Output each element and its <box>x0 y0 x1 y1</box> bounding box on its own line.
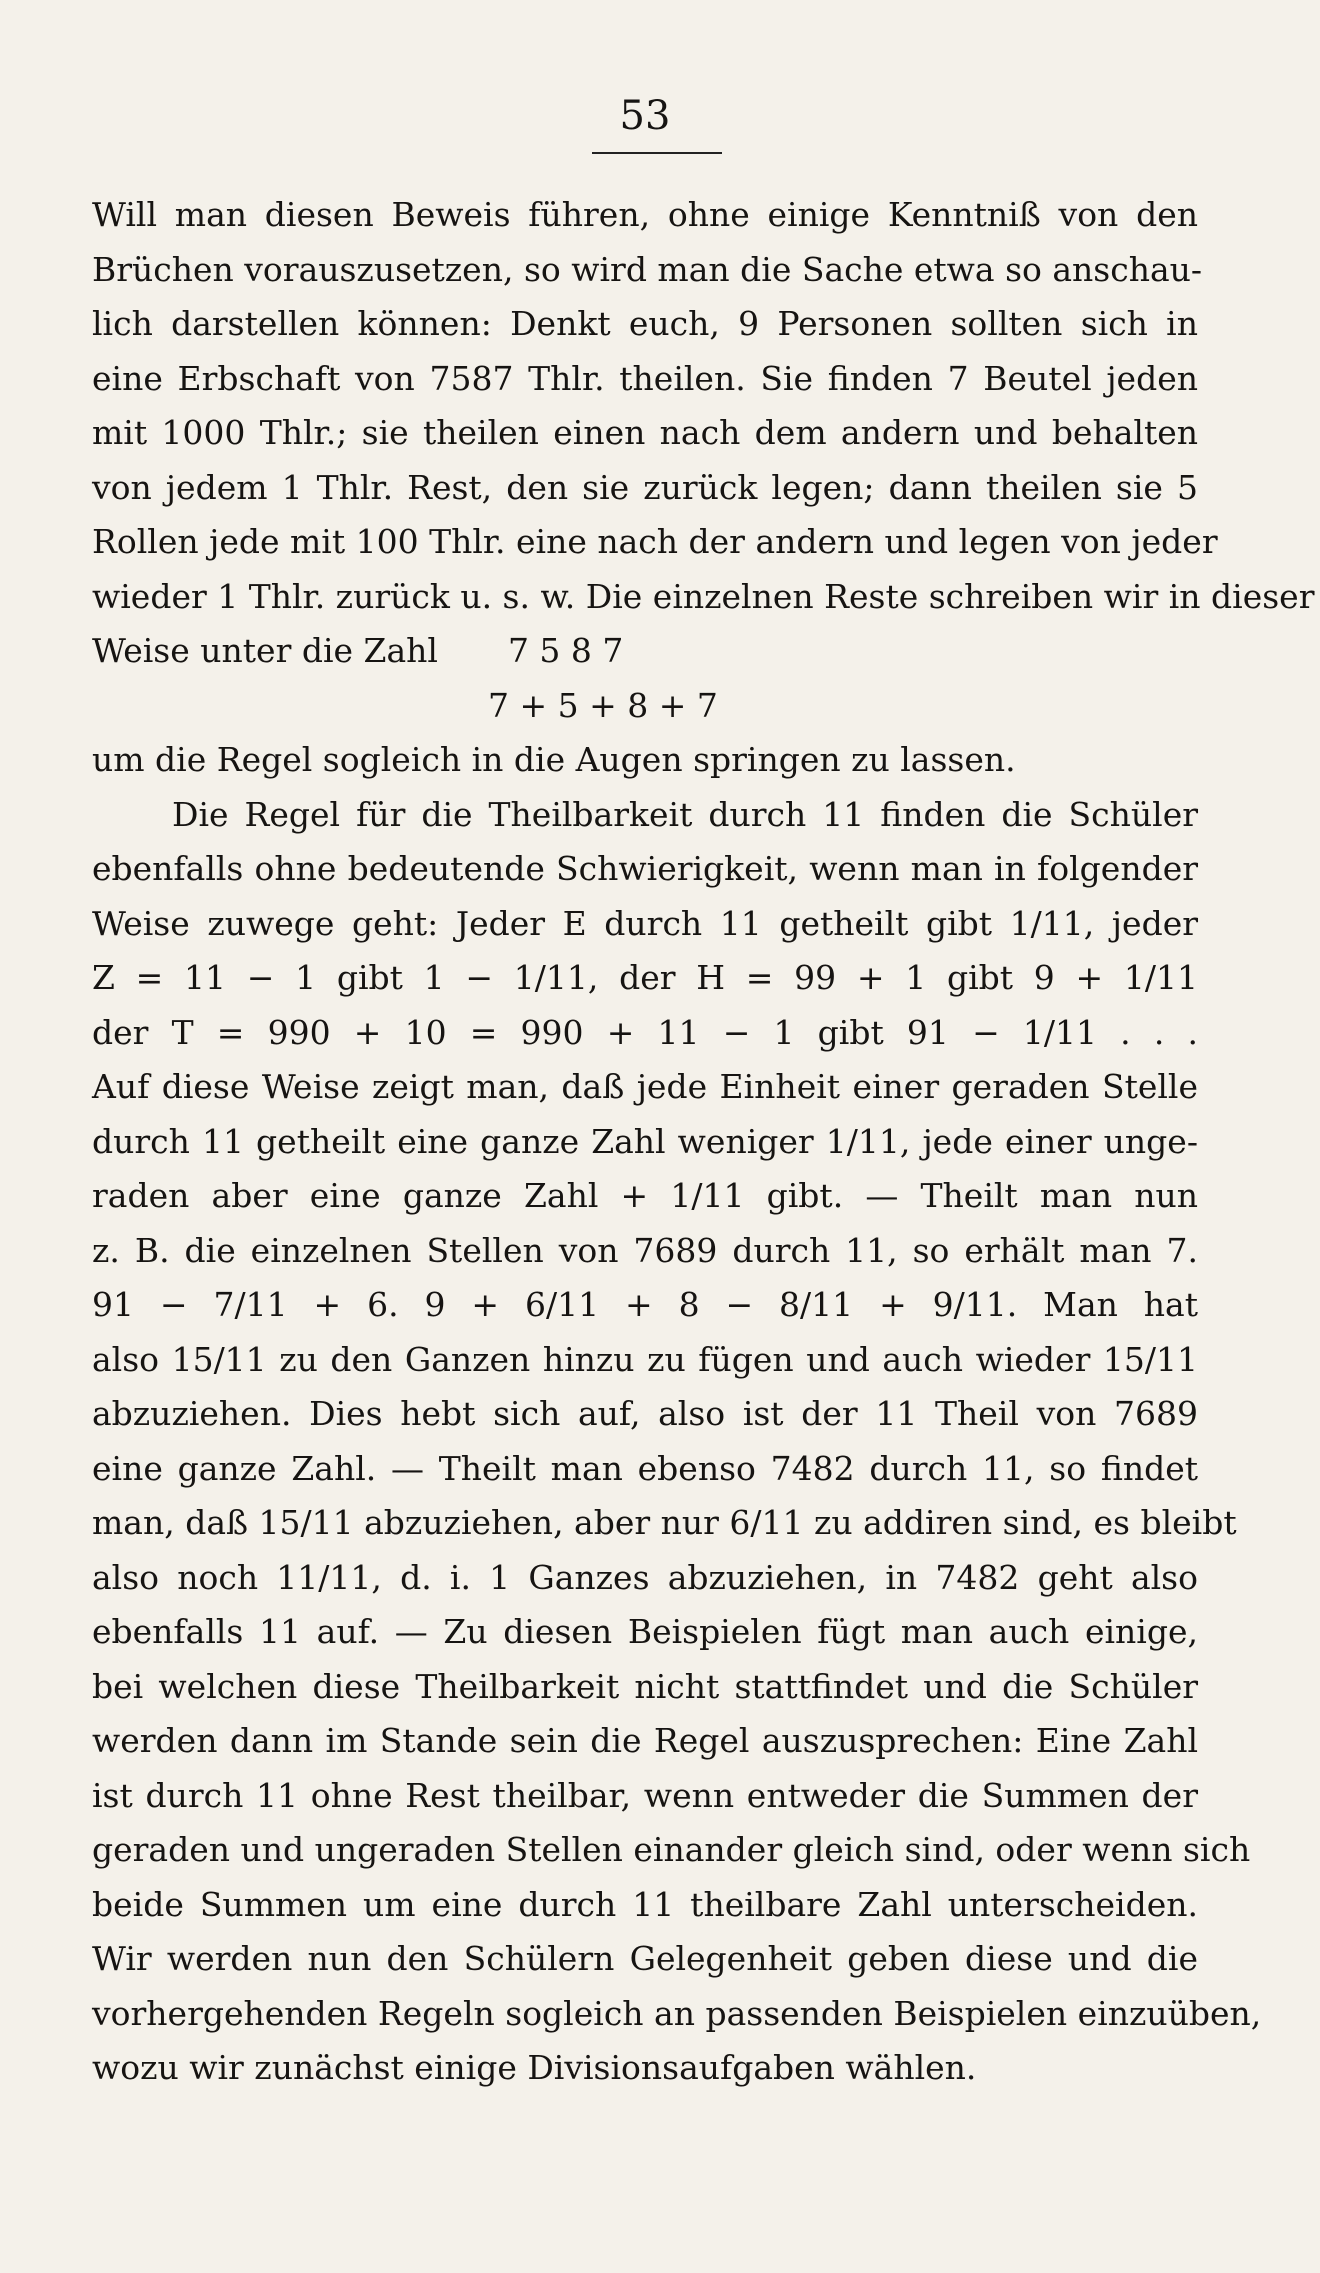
page-number: 53 <box>619 93 671 139</box>
text-line: 91 − 7/11 + 6. 9 + 6/11 + 8 − 8/11 + 9/11. Man hat <box>92 1285 1198 1324</box>
text-line: also noch 11/11, d. i. 1 Ganzes abzuziehen, in 7482 geht also <box>92 1557 1198 1597</box>
text-line: beide Summen um eine durch 11 theilbare Zahl unterscheiden. <box>92 1884 1198 1924</box>
text-line: man, daß 15/11 abzuziehen, aber nur 6/11 zu addiren sind, es bleibt <box>92 1503 1237 1542</box>
body-text <box>92 188 1315 2096</box>
text-line: Auf diese Weise zeigt man, daß jede Einheit einer geraden Stelle <box>92 1067 1198 1106</box>
text-line: ist durch 11 ohne Rest theilbar, wenn entweder die Summen der <box>92 1775 1198 1815</box>
text-line: Weise zuwege geht: Jeder E durch 11 getheilt gibt 1/11, jeder <box>92 903 1198 943</box>
text-line: also 15/11 zu den Ganzen hinzu zu fügen und auch wieder 15/11 <box>92 1339 1198 1379</box>
text-line: eine ganze Zahl. — Theilt man ebenso 7482 durch 11, so findet <box>92 1448 1198 1488</box>
text-line: ebenfalls 11 auf. — Zu diesen Beispielen fügt man auch einige, <box>92 1612 1198 1651</box>
text-line: mit 1000 Thlr.; sie theilen einen nach dem andern und behalten <box>92 413 1198 452</box>
text-line: raden aber eine ganze Zahl + 1/11 gibt. — Theilt man nun <box>92 1176 1198 1215</box>
text-line: um die Regel sogleich in die Augen springen zu lassen. <box>92 740 1016 779</box>
equation-number: 7 5 8 7 <box>507 631 624 670</box>
text-line: bei welchen diese Theilbarkeit nicht stattfindet und die Schüler <box>92 1666 1198 1706</box>
text-line: lich darstellen können: Denkt euch, 9 Personen sollten sich in <box>92 304 1198 343</box>
text-line: vorhergehenden Regeln sogleich an passenden Beispielen einzuüben, <box>92 1993 1262 2033</box>
text-line: Wir werden nun den Schülern Gelegenheit geben diese und die <box>92 1939 1198 1978</box>
text-line: ebenfalls ohne bedeutende Schwierigkeit, wenn man in folgender <box>92 849 1198 888</box>
equation-intro-line <box>92 624 1198 679</box>
text-line: Brüchen vorauszusetzen, so wird man die Sache etwa so anschau- <box>92 249 1203 289</box>
text-line: abzuziehen. Dies hebt sich auf, also ist der 11 Theil von 7689 <box>92 1394 1198 1433</box>
header-rule <box>592 152 722 154</box>
text-line: von jedem 1 Thlr. Rest, den sie zurück legen; dann theilen sie 5 <box>92 467 1198 507</box>
text-line: geraden und ungeraden Stellen einander gleich sind, oder wenn sich <box>92 1830 1251 1869</box>
text-line: z. B. die einzelnen Stellen von 7689 durch 11, so erhält man 7. <box>92 1230 1198 1270</box>
text-line: Rollen jede mit 100 Thlr. eine nach der andern und legen von jeder <box>92 522 1218 561</box>
text-line: wieder 1 Thlr. zurück u. s. w. Die einzelnen Reste schreiben wir in dieser <box>92 576 1315 616</box>
text-line: eine Erbschaft von 7587 Thlr. theilen. Sie finden 7 Beutel jeden <box>92 358 1198 398</box>
text-line: Z = 11 − 1 gibt 1 − 1/11, der H = 99 + 1 gibt 9 + 1/11 <box>92 958 1198 997</box>
equation-sum: 7 + 5 + 8 + 7 <box>488 685 718 725</box>
text-line: wozu wir zunächst einige Divisionsaufgaben wählen. <box>92 2048 977 2087</box>
text-line: durch 11 getheilt eine ganze Zahl weniger 1/11, jede einer unge- <box>92 1121 1198 1161</box>
text-line: der T = 990 + 10 = 990 + 11 − 1 gibt 91 − 1/11 . . . <box>92 1012 1198 1052</box>
equation-intro-text: Weise unter die Zahl <box>92 631 438 670</box>
text-line: Will man diesen Beweis führen, ohne einige Kenntniß von den <box>92 195 1198 234</box>
text-line: werden dann im Stande sein die Regel auszusprechen: Eine Zahl <box>92 1721 1198 1760</box>
paragraph-start: Die Regel für die Theilbarkeit durch 11 finden die Schüler <box>172 794 1198 834</box>
